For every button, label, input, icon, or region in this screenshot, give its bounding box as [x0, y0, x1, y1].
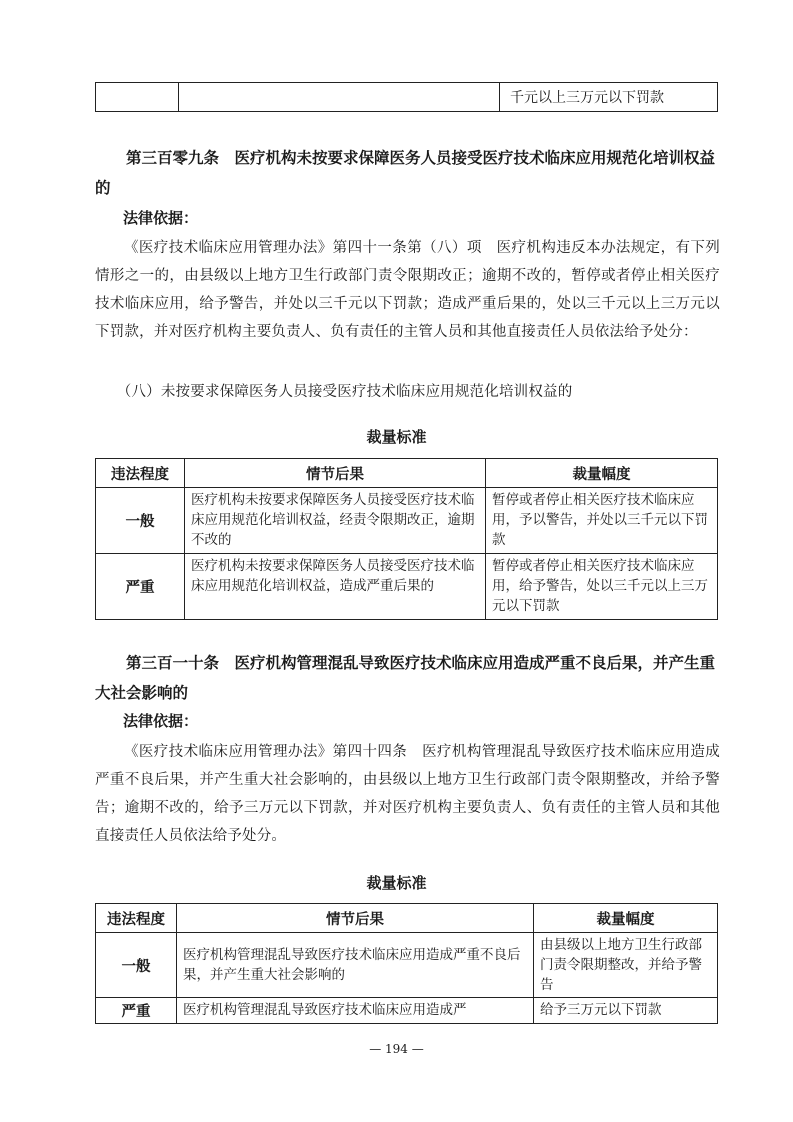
- penalty-cell: 暂停或者停止相关医疗技术临床应用，予以警告，并处以三千元以下罚款: [486, 488, 718, 554]
- legal-basis-text: 《医疗技术临床应用管理办法》第四十四条 医疗机构管理混乱导致医疗技术临床应用造成严重不良后果，并产生重大社会影响的，由县级以上地方卫生行政部门责令限期整改，并给予警告；逾期不改的，给予三万元以下罚款，并对医疗机构主要负责人、负有责任的主管人员和其他直接责任人员依法给予处分。: [95, 744, 720, 844]
- severity-cell: 一般: [96, 488, 185, 554]
- column-header: 违法程度: [96, 904, 177, 933]
- table-row: [96, 998, 718, 1024]
- legal-basis-label: 法律依据：: [123, 712, 199, 730]
- column-header: 违法程度: [96, 459, 185, 488]
- severity-cell: 一般: [96, 933, 177, 998]
- column-header: 情节后果: [177, 904, 534, 933]
- table-cell: [500, 83, 718, 112]
- legal-basis-label: 法律依据：: [123, 209, 199, 227]
- page-number: — 194 —: [369, 1042, 424, 1056]
- column-header: 裁量幅度: [534, 904, 718, 933]
- penalty-cell: 给予三万元以下罚款: [534, 998, 718, 1024]
- continued-table: [95, 82, 718, 112]
- table-row: [96, 488, 718, 554]
- severity-cell: 严重: [96, 554, 185, 620]
- table-title: 裁量标准: [366, 428, 427, 446]
- discretion-table: [95, 903, 718, 1024]
- circumstance-cell: 医疗机构管理混乱导致医疗技术临床应用造成严重不良后果，并产生重大社会影响的: [177, 933, 534, 998]
- circumstance-cell: 医疗机构未按要求保障医务人员接受医疗技术临床应用规范化培训权益，造成严重后果的: [185, 554, 486, 620]
- article-heading: 第三百一十条 医疗机构管理混乱导致医疗技术临床应用造成严重不良后果，并产生重大社会影响的: [95, 654, 716, 702]
- table-row: [96, 933, 718, 998]
- column-header: 裁量幅度: [486, 459, 718, 488]
- table-header-row: [96, 904, 718, 933]
- table-cell: [96, 83, 179, 112]
- penalty-cell: 由县级以上地方卫生行政部门责令限期整改，并给予警告: [534, 933, 718, 998]
- circumstance-cell: 医疗机构管理混乱导致医疗技术临床应用造成严: [177, 998, 534, 1024]
- discretion-table: [95, 458, 718, 620]
- legal-item-text: （八）未按要求保障医务人员接受医疗技术临床应用规范化培训权益的: [116, 384, 573, 400]
- penalty-text: 千元以上三万元以下罚款: [510, 90, 664, 106]
- severity-cell: 严重: [96, 998, 177, 1024]
- legal-basis-text: 《医疗技术临床应用管理办法》第四十一条第（八）项 医疗机构违反本办法规定，有下列情形之一的，由县级以上地方卫生行政部门责令限期改正；逾期不改的，暂停或者停止相关医疗技术临床应用，给予警告，并处以三千元以下罚款；造成严重后果的，处以三千元以上三万元以下罚款，并对医疗机构主要负责人、负有责任的主管人员和其他直接责任人员依法给予处分：: [95, 240, 720, 340]
- table-cell: [179, 83, 500, 112]
- article-heading: 第三百零九条 医疗机构未按要求保障医务人员接受医疗技术临床应用规范化培训权益的: [95, 149, 716, 197]
- table-header-row: [96, 459, 718, 488]
- penalty-cell: 暂停或者停止相关医疗技术临床应用，给予警告，处以三千元以上三万元以下罚款: [486, 554, 718, 620]
- column-header: 情节后果: [185, 459, 486, 488]
- table-row: [96, 83, 718, 112]
- table-title: 裁量标准: [366, 874, 427, 892]
- table-row: [96, 554, 718, 620]
- circumstance-cell: 医疗机构未按要求保障医务人员接受医疗技术临床应用规范化培训权益，经责令限期改正，逾期不改的: [185, 488, 486, 554]
